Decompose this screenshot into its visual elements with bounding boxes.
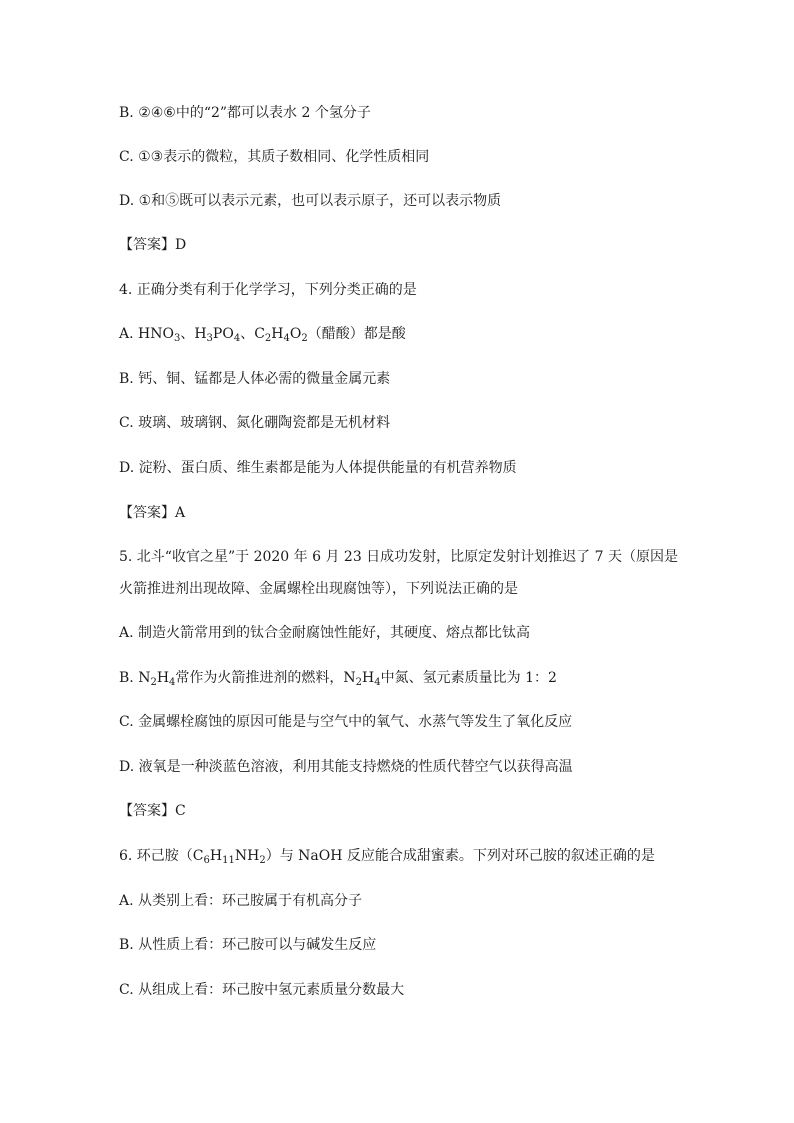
q5-option-a: A. 制造火箭常用到的钛合金耐腐蚀性能好，其硬度、熔点都比钛高 <box>119 625 531 641</box>
q4-option-d: D. 淀粉、蛋白质、维生素都是能为人体提供能量的有机营养物质 <box>119 460 517 476</box>
q3-option-d: D. ①和⑤既可以表示元素，也可以表示原子，还可以表示物质 <box>119 193 502 209</box>
q5-option-b: B. $N_2H_4$常作为火箭推进剂的燃料，$N_2H_4$中氮、氢元素质量比为 1：2 <box>119 670 557 688</box>
q5-stem-line1: 5. 北斗“收官之星”于 2020 年 6 月 23 日成功发射，比原定发射计划推迟了 7 天（原因是 <box>119 549 678 565</box>
q5-answer: 【答案】C <box>119 803 186 819</box>
q4-stem: 4. 正确分类有利于化学学习，下列分类正确的是 <box>119 282 417 298</box>
q6-option-b: B. 从性质上看：环己胺可以与碱发生反应 <box>119 937 377 953</box>
q4-answer: 【答案】A <box>119 505 186 521</box>
q3-answer: 【答案】D <box>119 237 187 253</box>
q3-option-c: C. ①③表示的微粒，其质子数相同、化学性质相同 <box>119 149 430 165</box>
q6-option-c: C. 从组成上看：环己胺中氢元素质量分数最大 <box>119 982 405 998</box>
q4-option-a: A. $HNO_3$、$H_3PO_4$、$C_2H_4O_2$（醋酸）都是酸 <box>119 326 406 344</box>
q6-option-a: A. 从类别上看：环己胺属于有机高分子 <box>119 893 363 909</box>
q5-option-c: C. 金属螺栓腐蚀的原因可能是与空气中的氧气、水蒸气等发生了氧化反应 <box>119 714 573 730</box>
q3-option-b: B. ②④⑥中的“2”都可以表水 2 个氢分子 <box>119 105 371 121</box>
q5-stem-line2: 火箭推进剂出现故障、金属螺栓出现腐蚀等），下列说法正确的是 <box>119 581 518 597</box>
q4-option-b: B. 钙、铜、锰都是人体必需的微量金属元素 <box>119 371 391 387</box>
q4-option-c: C. 玻璃、玻璃钢、氮化硼陶瓷都是无机材料 <box>119 415 391 431</box>
q6-stem: 6. 环己胺$(C_6H_{11}NH_2)$与 NaOH 反应能合成甜蜜素。下列对环己胺的叙述正确的是 <box>119 848 655 866</box>
q5-option-d: D. 液氧是一种淡蓝色溶液，利用其能支持燃烧的性质代替空气以获得高温 <box>119 759 573 775</box>
